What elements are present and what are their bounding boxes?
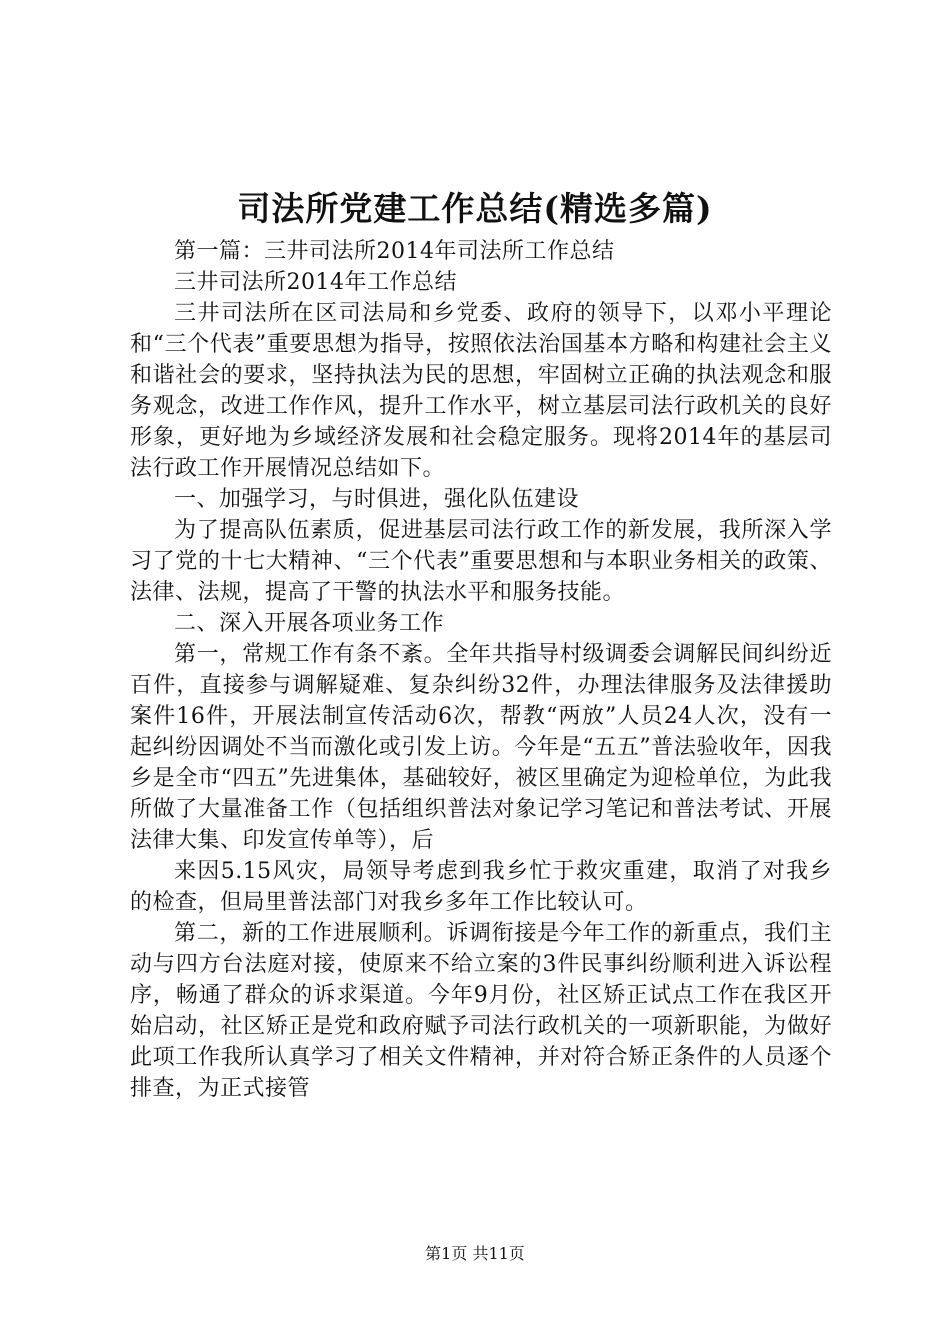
body-paragraph: 为了提高队伍素质，促进基层司法行政工作的新发展，我所深入学习了党的十七大精神、“三个代表”重要思想和与本职业务相关的政策、法律、法规，提高了干警的执法水平和服务技能。 [130,518,832,605]
document-body [130,236,832,1104]
section-heading-one: 一、加强学习，与时俱进，强化队伍建设 [174,487,580,512]
body-paragraph: 来因5.15风灾，局领导考虑到我乡忙于救灾重建，取消了对我乡的检查，但局里普法部门对我乡多年工作比较认可。 [130,859,832,915]
section-heading-two: 二、深入开展各项业务工作 [174,611,445,636]
body-paragraph: 第二，新的工作进展顺利。诉调衔接是今年工作的新重点，我们主动与四方台法庭对接，使原来不给立案的3件民事纠纷顺利进入诉讼程序，畅通了群众的诉求渠道。今年9月份，社区矫正试点工作在我区开始启动，社区矫正是党和政府赋予司法行政机关的一项新职能，为做好此项工作我所认真学习了相关文件精神，并对符合矫正条件的人员逐个排查，为正式接管 [130,921,832,1101]
section-heading-part-one: 第一篇：三井司法所2014年司法所工作总结 [174,239,615,264]
document-title: 司法所党建工作总结(精选多篇) [237,189,713,228]
report-subtitle: 三井司法所2014年工作总结 [174,270,457,295]
body-paragraph: 三井司法所在区司法局和乡党委、政府的领导下，以邓小平理论和“三个代表”重要思想为指导，按照依法治国基本方略和构建社会主义和谐社会的要求，坚持执法为民的思想，牢固树立正确的执法观念和服务观念，改进工作作风，提升工作水平，树立基层司法行政机关的良好形象，更好地为乡域经济发展和社会稳定服务。现将2014年的基层司法行政工作开展情况总结如下。 [130,301,832,481]
body-paragraph: 第一，常规工作有条不紊。全年共指导村级调委会调解民间纠纷近百件，直接参与调解疑难、复杂纠纷32件，办理法律服务及法律援助案件16件，开展法制宣传活动6次，帮教“两放”人员24人次，没有一起纠纷因调处不当而激化或引发上访。今年是“五五”普法验收年，因我乡是全市“四五”先进集体，基础较好，被区里确定为迎检单位，为此我所做了大量准备工作（包括组织普法对象记学习笔记和普法考试、开展法律大集、印发宣传单等），后 [130,642,832,853]
page-number-footer: 第1页 共11页 [425,1244,525,1263]
